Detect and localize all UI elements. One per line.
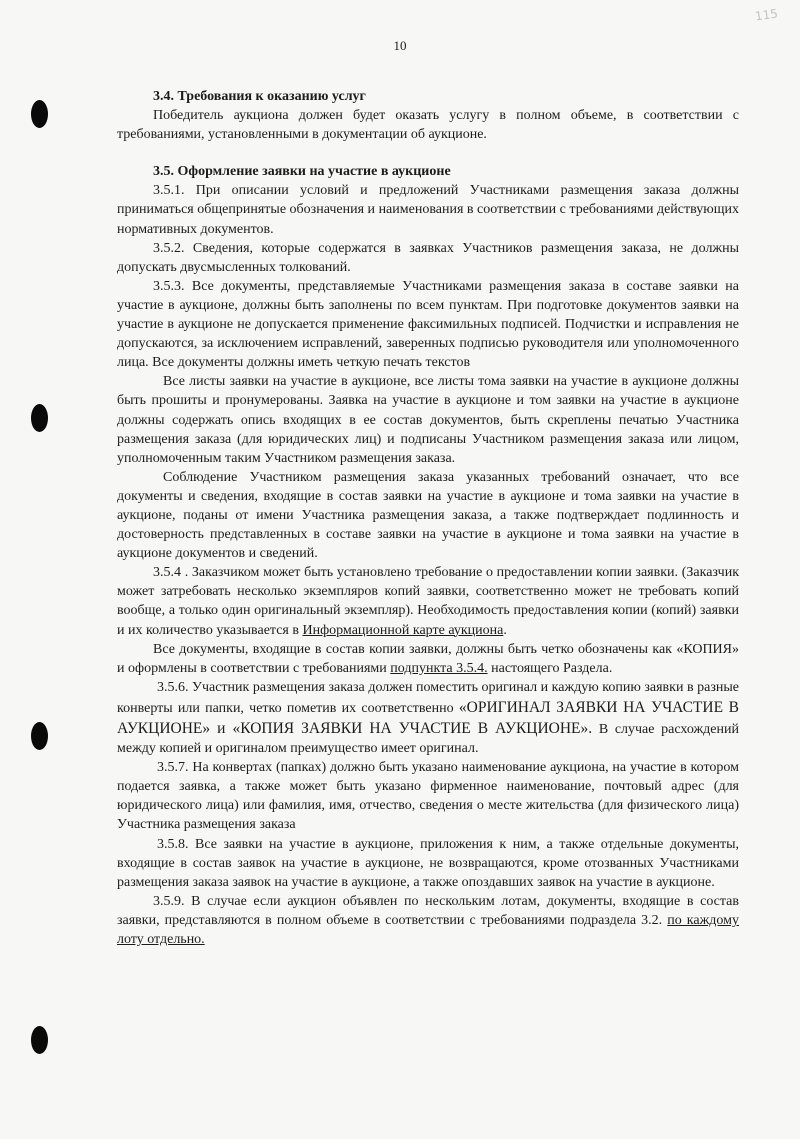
paragraph-copy	[117, 640, 739, 678]
paragraph-3-5-2: 3.5.2. Сведения, которые содержатся в заявках Участников размещения заказа, не должны допускать двусмысленных толкований.	[117, 240, 739, 275]
paragraph-3-5-6-caps: «ОРИГИНАЛ ЗАЯВКИ НА УЧАСТИЕ В АУКЦИОНЕ» и «КОПИЯ ЗАЯВКИ НА УЧАСТИЕ В АУКЦИОНЕ».	[117, 698, 739, 737]
paragraph-compliance: Соблюдение Участником размещения заказа указанных требований означает, что все документы и сведения, входящие в состав заявки на участие в аукционе и тома заявки на участие в аукционе, поданы от имени Участника размещения заказа, а также подтверждает подлинность и достоверность представленных в составе заявки на участие в аукционе и тома заявки на участие в аукционе документов и сведений.	[117, 469, 739, 562]
paragraph-3-5-4	[117, 563, 739, 639]
paragraph-3-5-9-text: 3.5.9. В случае если аукцион объявлен по нескольким лотам, документы, входящие в состав заявки, представляются в полном объеме в соответствии с требованиями подраздела 3.2.	[117, 893, 739, 928]
document-body	[117, 87, 739, 949]
section-3-4-text: Победитель аукциона должен будет оказать услугу в полном объеме, в соответствии с требованиями, установленными в документации об аукционе.	[117, 108, 739, 143]
per-lot-link[interactable]: по каждому лоту отдельно.	[117, 912, 739, 948]
paragraph-copy-text: Все документы, входящие в состав копии заявки, должны быть четко обозначены как «КОПИЯ» и оформлены в соответствии с требованиями	[117, 641, 739, 676]
section-3-4-heading: 3.4. Требования к оказанию услуг	[153, 89, 366, 104]
paragraph-3-5-4-end: .	[503, 622, 507, 638]
paragraph-3-5-6-text: 3.5.6. Участник размещения заказа должен поместить оригинал и каждую копию заявки в разные конверты или папки, четко пометив их соответственно	[117, 679, 739, 716]
paragraph-sheets: Все листы заявки на участие в аукционе, все листы тома заявки на участие в аукционе должны быть прошиты и пронумерованы. Заявка на участие в аукционе и том заявки на участие в аукционе должны содержать опись входящих в ее состав документов, быть скреплены печатью Участника размещения заказа (для юридических лиц) и подписаны Участником размещения заказа или лицом, уполномоченным таким Участником размещения заказа.	[117, 374, 739, 466]
section-3-5-heading: 3.5. Оформление заявки на участие в аукционе	[153, 164, 451, 180]
paragraph-copy-end: настоящего Раздела.	[487, 660, 613, 676]
punch-hole-2	[31, 404, 48, 432]
corner-handwritten-mark: 115	[754, 6, 779, 24]
subpoint-3-5-4-link[interactable]: подпункта 3.5.4.	[390, 660, 488, 676]
punch-hole-4	[31, 1026, 48, 1054]
paragraph-3-5-6	[117, 678, 739, 758]
paragraph-3-5-9	[117, 892, 739, 949]
paragraph-3-5-6-end: В случае расхождений между копией и оригиналом преимущество имеет оригинал.	[117, 722, 739, 757]
punch-hole-1	[31, 100, 48, 128]
paragraph-3-5-3: 3.5.3. Все документы, представляемые Участниками размещения заказа в составе заявки на участие в аукционе, должны быть заполнены по всем пунктам. При подготовке документов заявки на участие в аукционе не допускается применение факсимильных подписей. Подчистки и исправления не допускаются, за исключением исправлений, заверенных подписью руководителя или уполномоченного лица. Все документы должны иметь четкую печать текстов	[117, 278, 739, 371]
info-card-link[interactable]: Информационной карте аукциона	[302, 622, 504, 638]
page-number: 10	[393, 38, 407, 53]
paragraph-3-5-7: 3.5.7. На конвертах (папках) должно быть указано наименование аукциона, на участие в котором подается заявка, а также может быть указано фирменное наименование, почтовый адрес (для юридического лица) или фамилия, имя, отчество, сведения о месте жительства (для физического лица) Участника размещения заказа	[117, 760, 739, 833]
paragraph-3-5-4-text: 3.5.4 . Заказчиком может быть установлено требование о предоставлении копии заявки. (Заказчик может затребовать несколько экземпляров копий заявки, соответственно может не требовать копий вообще, а только один оригинальный экземпляр). Необходимость предоставления копии (копий) заявки и их количество указывается в	[117, 565, 739, 638]
punch-hole-3	[31, 722, 48, 750]
paragraph-3-5-8: 3.5.8. Все заявки на участие в аукционе, приложения к ним, а также отдельные документы, входящие в состав заявок на участие в аукционе, не возвращаются, кроме отозванных Участниками размещения заказа заявок на участие в аукционе, а также опоздавших заявок на участие в аукционе.	[117, 836, 739, 890]
paragraph-3-5-1: 3.5.1. При описании условий и предложений Участниками размещения заказа должны приниматься общепринятые обозначения и наименования в соответствии с требованиями действующих нормативных документов.	[117, 183, 739, 237]
